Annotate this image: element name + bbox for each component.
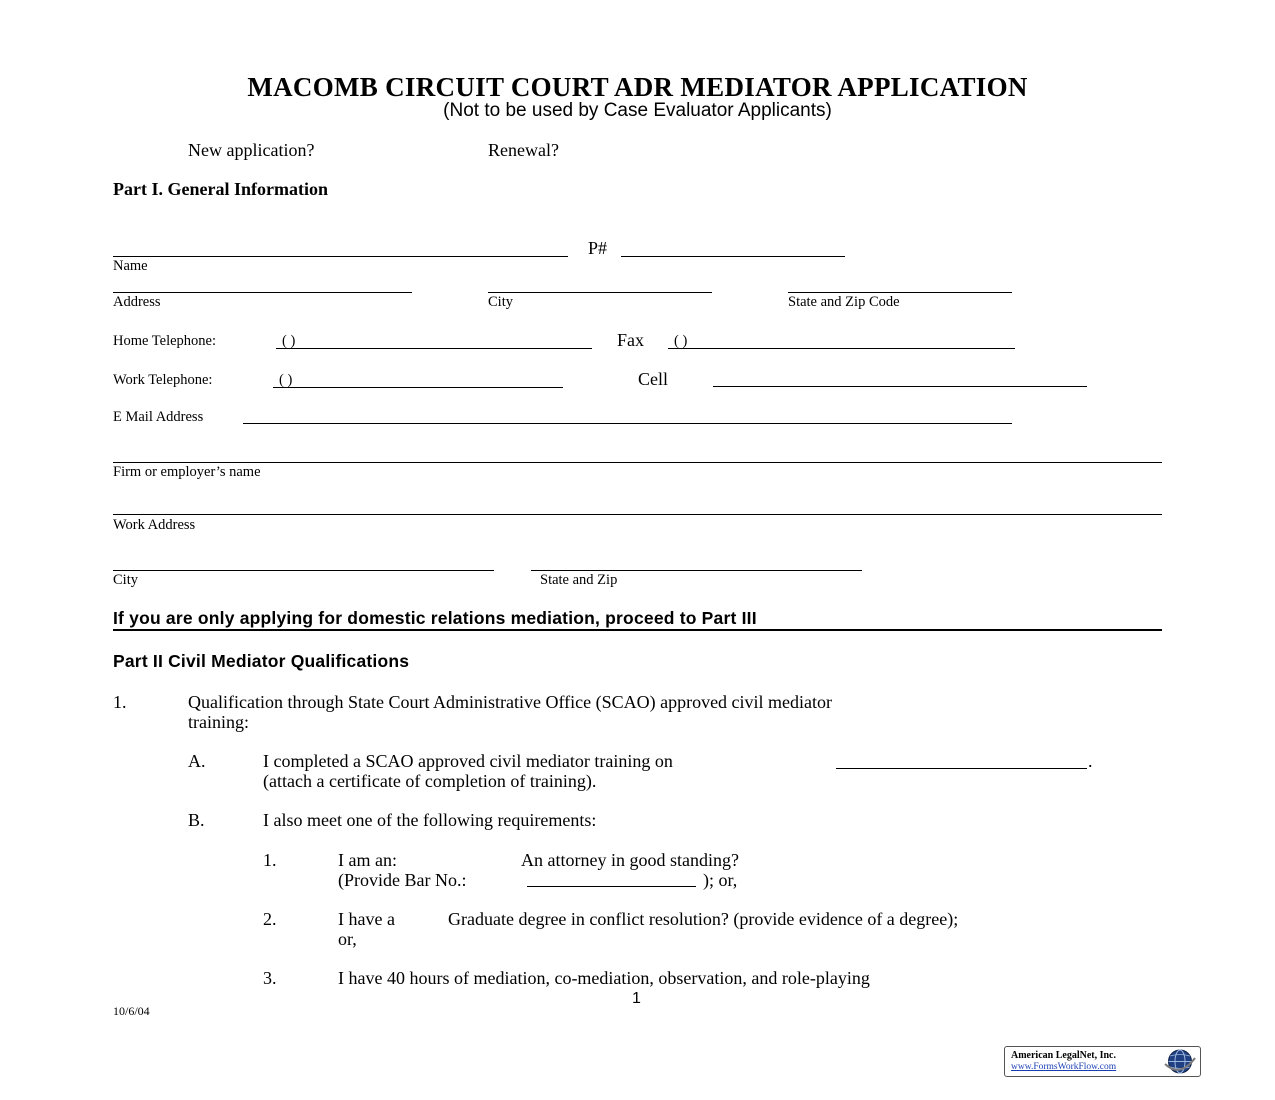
work-address-field[interactable] [113, 514, 1162, 515]
itemA-text-line2: (attach a certificate of completion of training). [263, 771, 597, 791]
domestic-relations-notice: If you are only applying for domestic relations mediation, proceed to Part III [113, 608, 757, 628]
name-field[interactable] [113, 256, 568, 257]
training-date-field[interactable] [836, 768, 1087, 769]
renewal-checkbox[interactable]: Renewal? [488, 140, 559, 160]
work-city-label: City [113, 572, 138, 588]
sub3-number: 3. [263, 968, 277, 988]
fax-field[interactable] [668, 348, 1015, 349]
item1-text-line2: training: [188, 712, 249, 732]
itemB-letter: B. [188, 810, 205, 830]
p-number-field[interactable] [621, 256, 845, 257]
address-field[interactable] [113, 292, 412, 293]
page-title: MACOMB CIRCUIT COURT ADR MEDIATOR APPLICATION [247, 72, 1028, 102]
american-legalnet-logo [1004, 1046, 1201, 1077]
bar-number-field[interactable] [527, 886, 696, 887]
itemB-text: I also meet one of the following requirements: [263, 810, 597, 830]
home-telephone-label: Home Telephone: [113, 333, 217, 349]
state-zip-code-label: State and Zip Code [788, 294, 900, 310]
work-telephone-field[interactable] [273, 387, 563, 388]
work-city-field[interactable] [113, 570, 494, 571]
work-telephone-label: Work Telephone: [113, 372, 213, 388]
name-label: Name [113, 258, 148, 274]
fax-area-code: ( ) [674, 333, 688, 349]
address-label: Address [113, 294, 161, 310]
cell-label: Cell [638, 369, 668, 389]
state-zip-code-field[interactable] [788, 292, 1012, 293]
notice-underline [113, 629, 1162, 631]
part2-heading: Part II Civil Mediator Qualifications [113, 651, 410, 671]
sub2-number: 2. [263, 909, 277, 929]
part1-heading: Part I. General Information [113, 179, 328, 199]
itemA-letter: A. [188, 751, 206, 771]
sub1-prefix: I am an: [338, 850, 397, 870]
city-label: City [488, 294, 513, 310]
logo-company-name: American LegalNet, Inc. [1011, 1050, 1116, 1061]
attorney-checkbox-option[interactable]: An attorney in good standing? [521, 850, 739, 870]
itemA-period: . [1088, 751, 1093, 771]
home-telephone-field[interactable] [276, 348, 592, 349]
item1-text-line1: Qualification through State Court Administrative Office (SCAO) approved civil mediator [188, 692, 833, 712]
work-telephone-area-code: ( ) [279, 372, 293, 388]
p-number-label: P# [588, 238, 608, 258]
email-field[interactable] [243, 423, 1012, 424]
bar-number-suffix: ); or, [703, 870, 738, 890]
sub2-or: or, [338, 929, 357, 949]
new-application-checkbox[interactable]: New application? [188, 140, 315, 160]
page-subtitle: (Not to be used by Case Evaluator Applicants) [443, 100, 832, 121]
firm-name-field[interactable] [113, 462, 1162, 463]
work-address-label: Work Address [113, 517, 196, 533]
item1-number: 1. [113, 692, 127, 712]
itemA-text-line1: I completed a SCAO approved civil mediator training on [263, 751, 673, 771]
home-telephone-area-code: ( ) [282, 333, 296, 349]
page-number: 1 [632, 990, 641, 1007]
city-field[interactable] [488, 292, 712, 293]
logo-url-link[interactable]: www.FormsWorkFlow.com [1011, 1062, 1117, 1072]
work-state-zip-label: State and Zip [540, 572, 618, 588]
bar-number-prefix: (Provide Bar No.: [338, 870, 467, 890]
firm-name-label: Firm or employer’s name [113, 464, 261, 480]
work-state-zip-field[interactable] [531, 570, 862, 571]
cell-field[interactable] [713, 386, 1087, 387]
email-label: E Mail Address [113, 409, 204, 425]
globe-icon [1163, 1048, 1197, 1075]
sub3-text: I have 40 hours of mediation, co-mediation, observation, and role-playing [338, 968, 870, 988]
sub2-prefix: I have a [338, 909, 395, 929]
fax-label: Fax [617, 330, 644, 350]
form-date: 10/6/04 [113, 1004, 150, 1018]
graduate-degree-checkbox-option[interactable]: Graduate degree in conflict resolution? (provide evidence of a degree); [448, 909, 959, 929]
sub1-number: 1. [263, 850, 277, 870]
